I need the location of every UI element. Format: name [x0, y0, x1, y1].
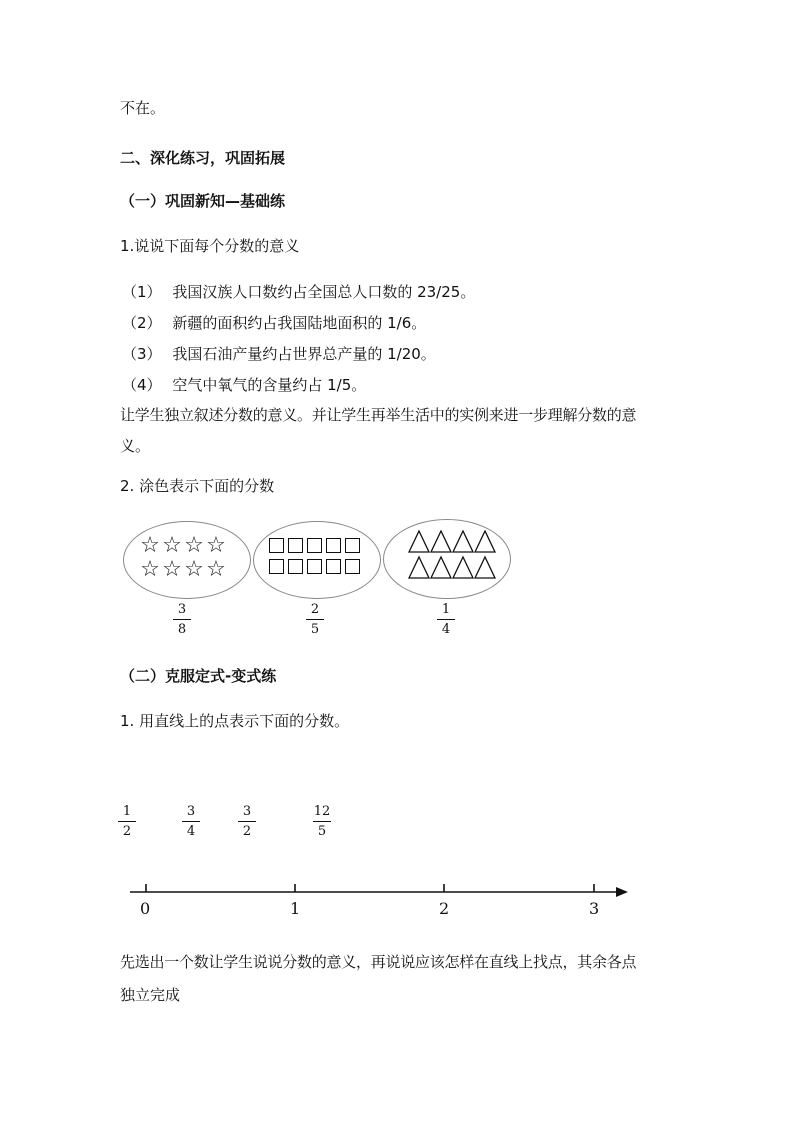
square-icon [288, 559, 303, 574]
list-item-number: （2） [122, 314, 162, 332]
list-item [122, 313, 426, 333]
list-item [122, 344, 436, 364]
triangle-icon [431, 531, 451, 552]
fraction-denominator: 2 [122, 824, 132, 839]
triangle-icon [475, 557, 495, 578]
square-icon [269, 538, 284, 553]
fraction-numerator: 1 [441, 602, 451, 617]
fraction-numerator: 3 [242, 804, 252, 819]
fraction-denominator: 5 [310, 622, 320, 637]
arrow-right-icon [616, 887, 628, 897]
subsection-1-title: （一）巩固新知—基础练 [120, 192, 286, 210]
list-item-text: 空气中氧气的含量约占 1/5。 [172, 376, 367, 394]
number-line [120, 875, 640, 925]
star-icon: ☆ [140, 533, 160, 558]
fraction-triangle-group [434, 602, 458, 637]
list-item-number: （4） [122, 376, 162, 394]
square-icon [326, 559, 341, 574]
tick-label: 1 [290, 899, 301, 918]
star-icon: ☆ [140, 557, 160, 582]
fraction-denominator: 4 [186, 824, 196, 839]
list-item-number: （3） [122, 345, 162, 363]
question-3-note-line-1: 先选出一个数让学生说说分数的意义，再说说应该怎样在直线上找点，其余各点 [120, 953, 637, 971]
fraction-one-half [115, 804, 139, 839]
star-grid [139, 535, 227, 581]
triangle-icon [453, 557, 473, 578]
triangle-icon [409, 557, 429, 578]
square-icon [345, 559, 360, 574]
question-3-note-line-2: 独立完成 [120, 986, 181, 1004]
question-1-note-line-2: 义。 [120, 437, 151, 455]
fraction-numerator: 2 [310, 602, 320, 617]
tick-label: 2 [439, 899, 450, 918]
square-icon [307, 559, 322, 574]
list-item [122, 282, 475, 302]
fraction-three-halves [235, 804, 259, 839]
subsection-2-title: （二）克服定式-变式练 [120, 667, 277, 685]
list-item-text: 我国汉族人口数约占全国总人口数的 23/25。 [172, 283, 476, 301]
list-item-text: 我国石油产量约占世界总产量的 1/20。 [172, 345, 436, 363]
square-grid [269, 538, 360, 574]
list-item [122, 375, 366, 395]
fraction-denominator: 2 [242, 824, 252, 839]
list-item-text: 新疆的面积约占我国陆地面积的 1/6。 [172, 314, 427, 332]
question-1-note-line-1: 让学生独立叙述分数的意义。并让学生再举生活中的实例来进一步理解分数的意 [120, 406, 637, 424]
triangle-icon [475, 531, 495, 552]
fraction-denominator: 4 [441, 622, 451, 637]
question-2-title: 2. 涂色表示下面的分数 [120, 477, 275, 495]
fraction-denominator: 8 [177, 622, 187, 637]
triangle-icon [409, 531, 429, 552]
square-icon [345, 538, 360, 553]
star-icon: ☆ [162, 533, 182, 558]
square-icon [288, 538, 303, 553]
fraction-square-group [303, 602, 327, 637]
star-icon: ☆ [184, 557, 204, 582]
fraction-star-group [170, 602, 194, 637]
star-icon: ☆ [206, 557, 226, 582]
star-icon: ☆ [206, 533, 226, 558]
square-icon [326, 538, 341, 553]
tick-label: 0 [140, 899, 151, 918]
fraction-numerator: 12 [313, 804, 331, 819]
fraction-numerator: 3 [186, 804, 196, 819]
question-1-title: 1.说说下面每个分数的意义 [120, 237, 300, 255]
section-2-title: 二、深化练习，巩固拓展 [120, 149, 286, 167]
fraction-three-quarters [179, 804, 203, 839]
triangle-grid [408, 530, 498, 582]
fraction-denominator: 5 [317, 824, 327, 839]
square-icon [269, 559, 284, 574]
intro-tail-text: 不在。 [120, 99, 166, 117]
star-icon: ☆ [184, 533, 204, 558]
fraction-numerator: 3 [177, 602, 187, 617]
triangle-icon [431, 557, 451, 578]
fraction-twelve-fifths [310, 804, 334, 839]
star-icon: ☆ [162, 557, 182, 582]
tick-label: 3 [589, 899, 600, 918]
square-icon [307, 538, 322, 553]
list-item-number: （1） [122, 283, 162, 301]
question-3-title: 1. 用直线上的点表示下面的分数。 [120, 712, 350, 730]
triangle-icon [453, 531, 473, 552]
fraction-numerator: 1 [122, 804, 132, 819]
